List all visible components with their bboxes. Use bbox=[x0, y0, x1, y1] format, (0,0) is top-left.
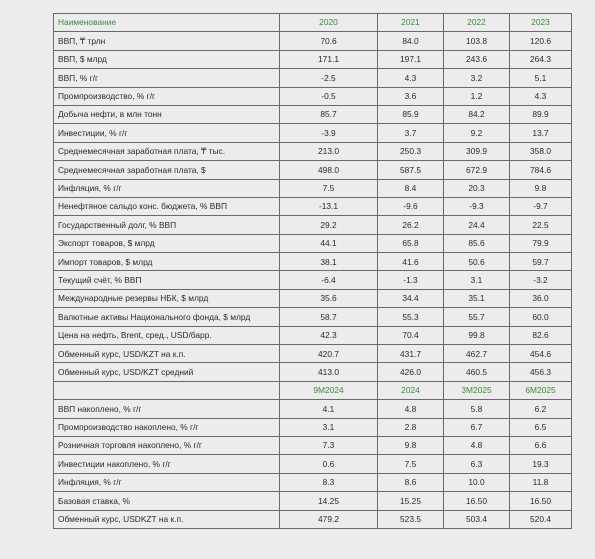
value-cell: 479.2 bbox=[280, 510, 378, 528]
table-row bbox=[54, 87, 572, 105]
value-cell: 3.7 bbox=[378, 124, 444, 142]
table-row bbox=[54, 400, 572, 418]
row-label-cell: ВВП накоплено, % г/г bbox=[54, 400, 280, 418]
value-cell: 4.1 bbox=[280, 400, 378, 418]
value-cell: -3.2 bbox=[510, 271, 572, 289]
value-cell: -3.9 bbox=[280, 124, 378, 142]
value-cell: 13.7 bbox=[510, 124, 572, 142]
value-cell: 16.50 bbox=[444, 492, 510, 510]
value-cell: 7.3 bbox=[280, 436, 378, 454]
value-cell: 38.1 bbox=[280, 253, 378, 271]
value-cell: 264.3 bbox=[510, 50, 572, 68]
value-cell: 41.6 bbox=[378, 253, 444, 271]
value-cell: 1.2 bbox=[444, 87, 510, 105]
table-row bbox=[54, 326, 572, 344]
value-cell: 7.5 bbox=[280, 179, 378, 197]
value-cell: 10.0 bbox=[444, 473, 510, 491]
value-cell: 50.6 bbox=[444, 253, 510, 271]
value-cell: 84.2 bbox=[444, 105, 510, 123]
value-cell: 103.8 bbox=[444, 32, 510, 50]
value-cell: 0.6 bbox=[280, 455, 378, 473]
row-label-cell: Промпроизводство накоплено, % г/г bbox=[54, 418, 280, 436]
table-row bbox=[54, 289, 572, 307]
value-cell: 243.6 bbox=[444, 50, 510, 68]
value-cell: 42.3 bbox=[280, 326, 378, 344]
row-label-cell: Инвестиции накоплено, % г/г bbox=[54, 455, 280, 473]
value-cell: 5.8 bbox=[444, 400, 510, 418]
row-label-cell: Обменный курс, USD/KZT на к.п. bbox=[54, 345, 280, 363]
value-cell: 82.6 bbox=[510, 326, 572, 344]
value-cell: -13.1 bbox=[280, 197, 378, 215]
value-cell: 35.6 bbox=[280, 289, 378, 307]
value-cell: 4.8 bbox=[444, 436, 510, 454]
value-cell: 59.7 bbox=[510, 253, 572, 271]
value-cell: 6.5 bbox=[510, 418, 572, 436]
table-row bbox=[54, 234, 572, 252]
value-cell: 420.7 bbox=[280, 345, 378, 363]
row-label-cell: ВВП, ₸ трлн bbox=[54, 32, 280, 50]
table-row bbox=[54, 105, 572, 123]
value-cell: 58.7 bbox=[280, 308, 378, 326]
value-cell: 784.6 bbox=[510, 161, 572, 179]
value-cell: 14.25 bbox=[280, 492, 378, 510]
value-cell: -0.5 bbox=[280, 87, 378, 105]
value-cell: 3.2 bbox=[444, 69, 510, 87]
table-row bbox=[54, 32, 572, 50]
value-cell: 4.8 bbox=[378, 400, 444, 418]
value-cell: 2.8 bbox=[378, 418, 444, 436]
row-label-cell: Государственный долг, % ВВП bbox=[54, 216, 280, 234]
value-cell: 454.6 bbox=[510, 345, 572, 363]
value-cell: 85.9 bbox=[378, 105, 444, 123]
row-label-cell: Международные резервы НБК, $ млрд bbox=[54, 289, 280, 307]
value-cell: 70.4 bbox=[378, 326, 444, 344]
value-cell: 5.1 bbox=[510, 69, 572, 87]
value-cell: 11.8 bbox=[510, 473, 572, 491]
row-label-cell: Инвестиции, % г/г bbox=[54, 124, 280, 142]
value-cell: -2.5 bbox=[280, 69, 378, 87]
value-cell: 587.5 bbox=[378, 161, 444, 179]
value-cell: 431.7 bbox=[378, 345, 444, 363]
row-label-cell: Розничная торговля накоплено, % г/г bbox=[54, 436, 280, 454]
row-label-cell: Среднемесячная заработная плата, $ bbox=[54, 161, 280, 179]
value-cell: 15.25 bbox=[378, 492, 444, 510]
value-cell: 523.5 bbox=[378, 510, 444, 528]
row-label-cell: Валютные активы Национального фонда, $ млрд bbox=[54, 308, 280, 326]
value-cell: 29.2 bbox=[280, 216, 378, 234]
value-cell: 197.1 bbox=[378, 50, 444, 68]
value-cell: 460.5 bbox=[444, 363, 510, 381]
row-label-cell: ВВП, $ млрд bbox=[54, 50, 280, 68]
row-label-cell: Базовая ставка, % bbox=[54, 492, 280, 510]
subheader-period-cell: 3М2025 bbox=[444, 381, 510, 399]
value-cell: 7.5 bbox=[378, 455, 444, 473]
subheader-period-cell: 6М2025 bbox=[510, 381, 572, 399]
value-cell: 99.8 bbox=[444, 326, 510, 344]
header-label-cell: Наименование bbox=[54, 14, 280, 32]
value-cell: -1.3 bbox=[378, 271, 444, 289]
value-cell: 4.3 bbox=[510, 87, 572, 105]
value-cell: 3.6 bbox=[378, 87, 444, 105]
value-cell: 35.1 bbox=[444, 289, 510, 307]
value-cell: 426.0 bbox=[378, 363, 444, 381]
table-row bbox=[54, 69, 572, 87]
value-cell: 8.6 bbox=[378, 473, 444, 491]
table-row bbox=[54, 142, 572, 160]
value-cell: 36.0 bbox=[510, 289, 572, 307]
value-cell: 6.2 bbox=[510, 400, 572, 418]
value-cell: 44.1 bbox=[280, 234, 378, 252]
table-row bbox=[54, 418, 572, 436]
value-cell: 85.6 bbox=[444, 234, 510, 252]
value-cell: 413.0 bbox=[280, 363, 378, 381]
value-cell: 171.1 bbox=[280, 50, 378, 68]
header-year-cell: 2022 bbox=[444, 14, 510, 32]
value-cell: -9.6 bbox=[378, 197, 444, 215]
value-cell: 19.3 bbox=[510, 455, 572, 473]
value-cell: 250.3 bbox=[378, 142, 444, 160]
value-cell: 22.5 bbox=[510, 216, 572, 234]
value-cell: 89.9 bbox=[510, 105, 572, 123]
row-label-cell: Обменный курс, USD/KZT средний bbox=[54, 363, 280, 381]
row-label-cell: ВВП, % г/г bbox=[54, 69, 280, 87]
table-row bbox=[54, 510, 572, 528]
value-cell: 456.3 bbox=[510, 363, 572, 381]
subheader-period-cell: 2024 bbox=[378, 381, 444, 399]
value-cell: 55.7 bbox=[444, 308, 510, 326]
table-row bbox=[54, 216, 572, 234]
table-row bbox=[54, 363, 572, 381]
table-row bbox=[54, 124, 572, 142]
value-cell: 6.6 bbox=[510, 436, 572, 454]
row-label-cell: Инфляция, % г/г bbox=[54, 179, 280, 197]
value-cell: 3.1 bbox=[444, 271, 510, 289]
row-label-cell: Экспорт товаров, $ млрд bbox=[54, 234, 280, 252]
table-row bbox=[54, 50, 572, 68]
header-year-cell: 2021 bbox=[378, 14, 444, 32]
value-cell: 9.8 bbox=[378, 436, 444, 454]
value-cell: 3.1 bbox=[280, 418, 378, 436]
value-cell: 60.0 bbox=[510, 308, 572, 326]
subheader-row bbox=[54, 381, 572, 399]
subheader-period-cell: 9М2024 bbox=[280, 381, 378, 399]
value-cell: 120.6 bbox=[510, 32, 572, 50]
row-label-cell: Промпроизводство, % г/г bbox=[54, 87, 280, 105]
value-cell: 520.4 bbox=[510, 510, 572, 528]
row-label-cell: Текущий счёт, % ВВП bbox=[54, 271, 280, 289]
value-cell: 24.4 bbox=[444, 216, 510, 234]
header-year-cell: 2020 bbox=[280, 14, 378, 32]
row-label-cell: Обменный курс, USDKZT на к.п. bbox=[54, 510, 280, 528]
value-cell: 498.0 bbox=[280, 161, 378, 179]
table-row bbox=[54, 161, 572, 179]
table-row bbox=[54, 492, 572, 510]
value-cell: 26.2 bbox=[378, 216, 444, 234]
value-cell: 462.7 bbox=[444, 345, 510, 363]
value-cell: 55.3 bbox=[378, 308, 444, 326]
table-row bbox=[54, 271, 572, 289]
value-cell: 65.8 bbox=[378, 234, 444, 252]
value-cell: 16.50 bbox=[510, 492, 572, 510]
value-cell: 6.7 bbox=[444, 418, 510, 436]
value-cell: 9.8 bbox=[510, 179, 572, 197]
table-row bbox=[54, 179, 572, 197]
subheader-empty-cell bbox=[54, 381, 280, 399]
macro-indicators-table bbox=[53, 13, 572, 529]
value-cell: -9.3 bbox=[444, 197, 510, 215]
table-row bbox=[54, 455, 572, 473]
value-cell: 8.4 bbox=[378, 179, 444, 197]
table-body bbox=[54, 14, 572, 529]
value-cell: 34.4 bbox=[378, 289, 444, 307]
table-row bbox=[54, 345, 572, 363]
value-cell: 4.3 bbox=[378, 69, 444, 87]
value-cell: -9.7 bbox=[510, 197, 572, 215]
header-year-cell: 2023 bbox=[510, 14, 572, 32]
row-label-cell: Импорт товаров, $ млрд bbox=[54, 253, 280, 271]
table-row bbox=[54, 308, 572, 326]
value-cell: 85.7 bbox=[280, 105, 378, 123]
row-label-cell: Ненефтяное сальдо конс. бюджета, % ВВП bbox=[54, 197, 280, 215]
table-row bbox=[54, 436, 572, 454]
table-row bbox=[54, 473, 572, 491]
value-cell: 84.0 bbox=[378, 32, 444, 50]
value-cell: 672.9 bbox=[444, 161, 510, 179]
row-label-cell: Добыча нефти, в млн тонн bbox=[54, 105, 280, 123]
row-label-cell: Инфляция, % г/г bbox=[54, 473, 280, 491]
value-cell: 20.3 bbox=[444, 179, 510, 197]
value-cell: 213.0 bbox=[280, 142, 378, 160]
value-cell: 79.9 bbox=[510, 234, 572, 252]
value-cell: 9.2 bbox=[444, 124, 510, 142]
table-row bbox=[54, 253, 572, 271]
value-cell: 70.6 bbox=[280, 32, 378, 50]
value-cell: 358.0 bbox=[510, 142, 572, 160]
header-row bbox=[54, 14, 572, 32]
row-label-cell: Среднемесячная заработная плата, ₸ тыс. bbox=[54, 142, 280, 160]
value-cell: -6.4 bbox=[280, 271, 378, 289]
value-cell: 309.9 bbox=[444, 142, 510, 160]
value-cell: 503.4 bbox=[444, 510, 510, 528]
table-row bbox=[54, 197, 572, 215]
value-cell: 6.3 bbox=[444, 455, 510, 473]
row-label-cell: Цена на нефть, Brent, сред., USD/барр. bbox=[54, 326, 280, 344]
value-cell: 8.3 bbox=[280, 473, 378, 491]
